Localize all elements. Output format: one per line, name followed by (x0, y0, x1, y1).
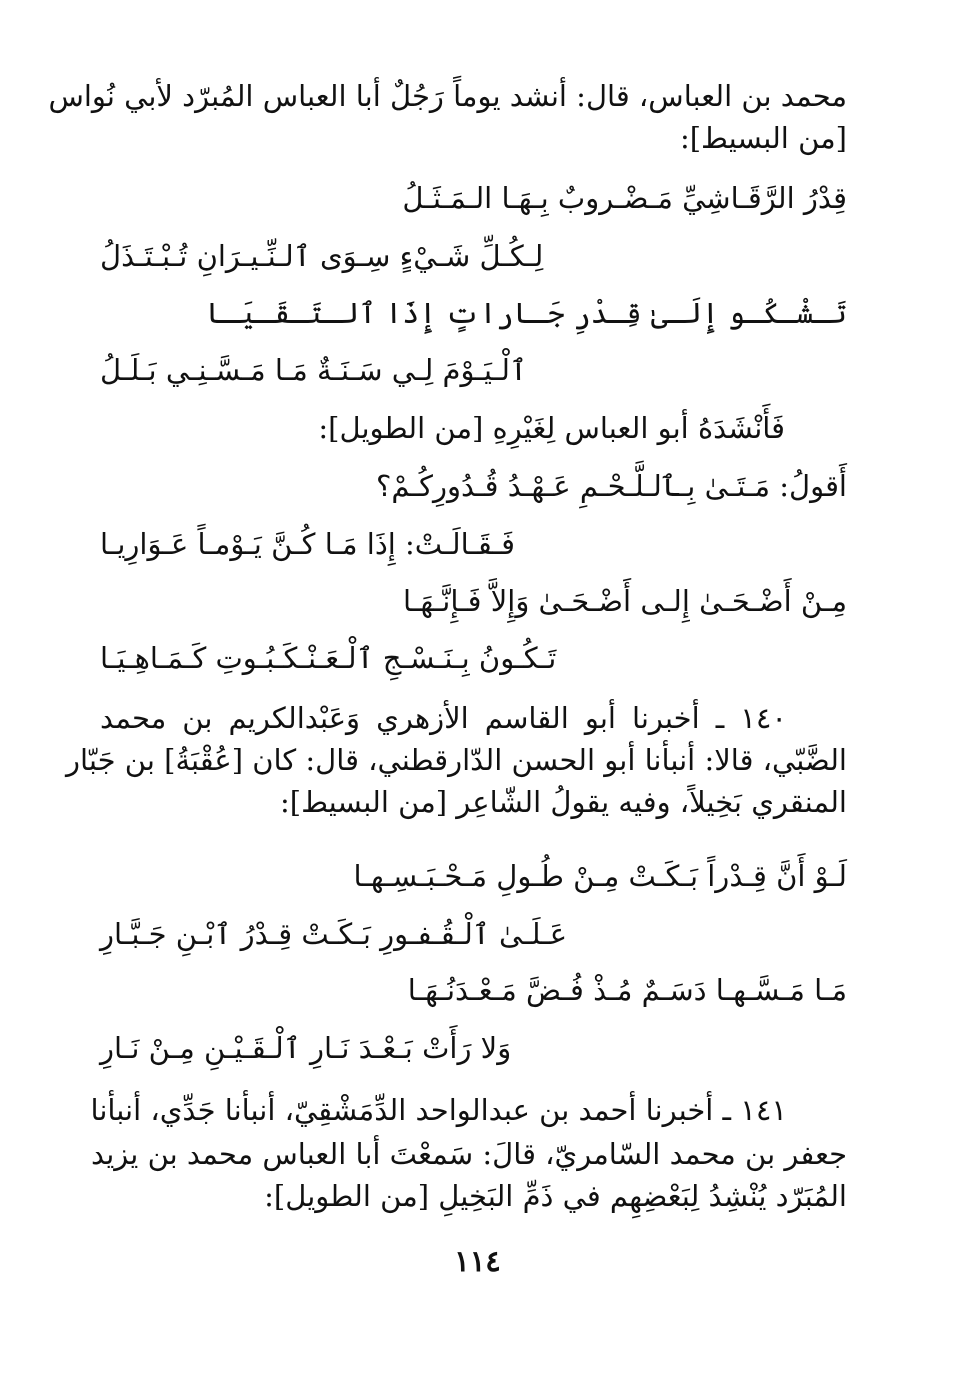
text-line: جعفر بن محمد السّامريّ، قالَ: سَمعْتَ أبا العباس محمد بن يزيد (90, 1137, 847, 1171)
verse-line: ٱلْـيَـوْمَ لِـي سَـنَـةٌ مَـا مَـسَّـنِـي بَـلَـلُ (100, 353, 527, 387)
verse-line: لِـكُـلِّ شَـيْءٍ سِـوَى ٱلـنِّـيـرَانِ تُـبْـتَـذَلُ (100, 239, 544, 273)
verse-line: مِـنْ أَضْـحَـىٰ إِلـى أَضْـحَـىٰ وَإِلاَّ فَـإِنَّـهَـا (403, 584, 847, 618)
text-line: ١٤١ ـ أخبرنا أحمد بن عبدالواحد الدِّمَشْقِيّ، أنبأنا جَدِّي، أنبأنا (90, 1093, 787, 1127)
text-line: الضَّبّي، قالا: أنبأنا أبو الحسن الدّارقطني، قال: كان [عُقْبَةُ] بن جَبّار (66, 743, 847, 777)
text-line: المُبَرّد يُنْشِدُ لِبَعْضِهِم في ذَمِّ البَخِيلِ [من الطويل]: (264, 1179, 847, 1213)
verse-line: تَـكُـونُ بِـنَـسْـجِ ٱلْـعَـنْـكَـبُـوتِ كَـمَـاهِـيَـا (100, 641, 557, 675)
text-line: المنقري بَخِيلاً، وفيه يقولُ الشّاعِر [من البسيط]: (280, 785, 847, 819)
verse-line: أَقولُ: مَـتَـىٰ بِـٱلـلَّـحْـمِ عَـهْـدُ قُـدُورِكُـمْ؟ (375, 469, 847, 503)
verse-line: لَـوْ أَنَّ قِـدْراً بَـكَـتْ مِـنْ طُـولِ مَـحْـبَـسِـهـا (353, 859, 847, 893)
verse-line: تَـشْـكُـو إِلَـىٰ قِـدْرِ جَـاراتٍ إِذَا ٱلـتَـقَـيَـا (206, 296, 847, 330)
text-line: ١٤٠ ـ أخبرنا أبو القاسم الأزهري وَعَبْدالكريم بن محمد (100, 701, 787, 735)
text-line: فَأَنْشَدَهُ أبو العباس لِغَيْرِهِ [من الطويل]: (318, 411, 785, 445)
verse-line: وَلا رَأَتْ بَـعْـدَ نَـارِ ٱلْـقَـيْـنِ مِـنْ نَـارِ (100, 1031, 512, 1065)
verse-line: قِدْرُ الرَّقَـاشِيِّ مَـضْـروبٌ بِـهَـا الـمَـثَـلُ (402, 181, 847, 215)
text-line: محمد بن العباس، قال: أنشد يوماً رَجُلٌ أبا العباس المُبرّد لأبي نُواس (48, 79, 847, 113)
page-number: ١١٤ (454, 1244, 501, 1278)
verse-line: فَـقَـالَـتْ: إِذَا مَـا كُـنَّ يَـوْمـاً عَـوَارِيـا (100, 527, 515, 561)
text-line: [من البسيط]: (679, 121, 847, 155)
verse-line: عَـلَـىٰ ٱلْـقُـفـورِ بَـكَـتْ قِـدْرُ ٱبْـنِ جَـبَّـارِ (100, 917, 568, 951)
verse-line: مَـا مَـسَّـهـا دَسَـمٌ مُـذْ فُـضَّ مَـعْـدَنُـهَـا (407, 973, 847, 1007)
